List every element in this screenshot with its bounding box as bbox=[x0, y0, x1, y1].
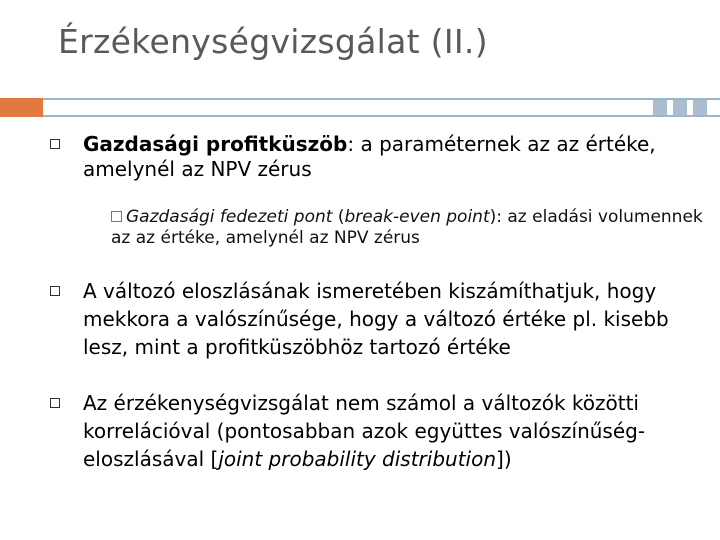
rule-block bbox=[673, 100, 687, 115]
bullet-text-part: ]) bbox=[496, 447, 512, 471]
sub-text: ( bbox=[332, 207, 345, 227]
title-rule-line bbox=[43, 98, 720, 117]
sub-italic-term: Gazdasági fedezeti pont bbox=[126, 207, 333, 227]
bullet-rest: : a paraméternek az az értéke, amelynél az NPV zérus bbox=[83, 132, 656, 181]
bullet-text bbox=[83, 391, 645, 471]
square-bullet-icon bbox=[50, 398, 60, 408]
square-bullet-icon bbox=[50, 139, 60, 149]
sub-bullet-item bbox=[111, 207, 710, 249]
bullet-text-part: Az érzékenységvizsgálat nem számol a változók közötti korrelációval (pontosabban azok együttes valószínűség-eloszlásával [ bbox=[83, 391, 646, 471]
bullet-italic-term: joint probability distribution bbox=[218, 447, 497, 471]
sub-italic-term: break-even point bbox=[344, 207, 490, 227]
slide-title: Érzékenységvizsgálat (II.) bbox=[58, 22, 488, 61]
square-bullet-icon bbox=[50, 286, 60, 296]
sub-text: ): az eladási volumennek az az értéke, amelynél az NPV zérus bbox=[111, 207, 703, 248]
title-rule-accent bbox=[0, 98, 43, 117]
title-rule-blocks bbox=[653, 100, 713, 115]
bullet-bold-term: Gazdasági profitküszöb bbox=[83, 132, 348, 156]
square-sub-bullet-icon bbox=[111, 211, 122, 222]
slide-content bbox=[50, 130, 710, 473]
bullet-item bbox=[50, 389, 710, 473]
rule-block bbox=[653, 100, 667, 115]
rule-block bbox=[693, 100, 707, 115]
bullet-item bbox=[50, 132, 710, 182]
bullet-item bbox=[50, 277, 710, 361]
bullet-text bbox=[83, 132, 656, 181]
bullet-text: A változó eloszlásának ismeretében kiszámíthatjuk, hogy mekkora a valószínűsége, hogy a változó értéke pl. kisebb lesz, mint a profitküszöbhöz tartozó értéke bbox=[83, 279, 669, 359]
